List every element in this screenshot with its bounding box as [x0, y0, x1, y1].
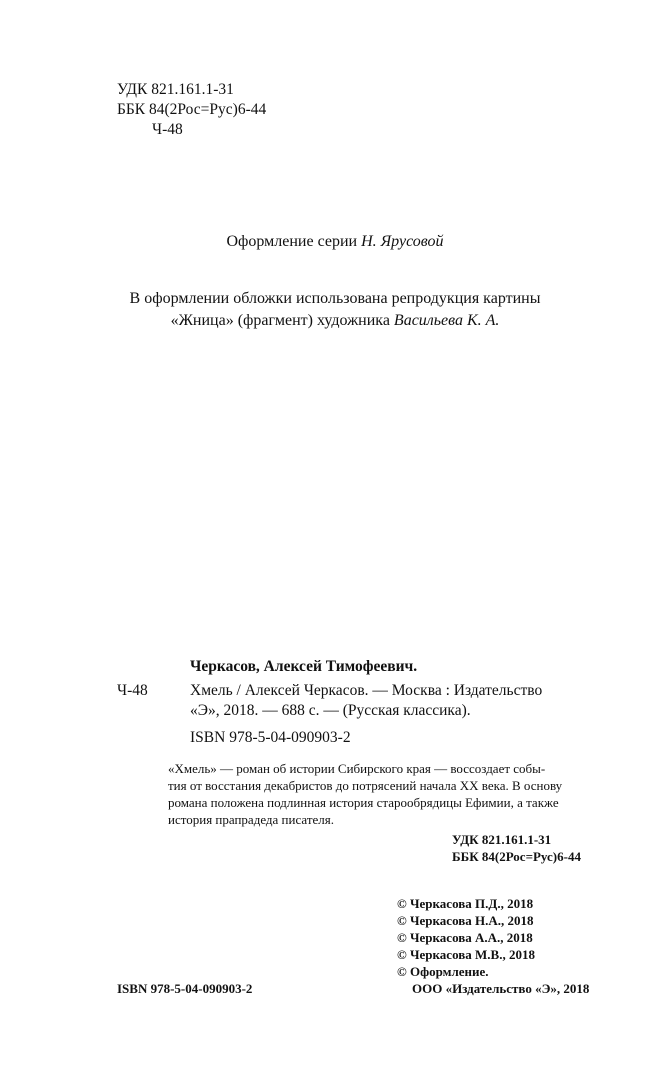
udk-code-bottom: УДК 821.161.1-31	[452, 832, 552, 847]
annotation-line-4: история прапрадеда писателя.	[168, 812, 334, 827]
copyright-line-4: © Черкасова М.В., 2018	[397, 947, 535, 962]
catalog-isbn: ISBN 978-5-04-090903-2	[190, 729, 351, 746]
udk-code: УДК 821.161.1-31	[117, 81, 234, 98]
catalog-author-mark: Ч-48	[117, 682, 148, 699]
catalog-author: Черкасов, Алексей Тимофеевич.	[190, 658, 418, 675]
copyright-line-2: © Черкасова Н.А., 2018	[397, 913, 534, 928]
catalog-title-line-2: «Э», 2018. — 688 с. — (Русская классика).	[190, 702, 471, 719]
copyright-line-3: © Черкасова А.А., 2018	[397, 930, 533, 945]
annotation-line-1: «Хмель» — роман об истории Сибирского края — воссоздает собы-	[168, 761, 546, 776]
copyright-line-1: © Черкасова П.Д., 2018	[397, 896, 534, 911]
cover-artist-name: Васильева К. А.	[393, 312, 500, 329]
bbk-code: ББК 84(2Рос=Рус)6-44	[117, 101, 267, 118]
cover-note-prefix: «Жница» (фрагмент) художника	[170, 312, 394, 329]
publisher-copyright: ООО «Издательство «Э», 2018	[412, 981, 590, 996]
catalog-title-line-1: Хмель / Алексей Черкасов. — Москва : Издательство	[190, 682, 543, 699]
cover-note-line-1: В оформлении обложки использована репродукция картины	[129, 290, 541, 307]
bbk-code-bottom: ББК 84(2Рос=Рус)6-44	[452, 849, 581, 864]
annotation-line-2: тия от восстания декабристов до потрясений начала XX века. В основу	[168, 778, 563, 793]
cover-note-line-2	[0, 312, 670, 330]
isbn-bottom: ISBN 978-5-04-090903-2	[117, 981, 253, 996]
series-design-credit	[0, 233, 670, 251]
copyright-line-5: © Оформление.	[397, 964, 489, 979]
author-mark: Ч-48	[152, 121, 183, 138]
series-design-prefix: Оформление серии	[226, 233, 362, 250]
annotation-line-3: романа положена подлинная история старообрядицы Ефимии, а также	[168, 795, 559, 810]
series-designer-name: Н. Ярусовой	[361, 233, 444, 250]
